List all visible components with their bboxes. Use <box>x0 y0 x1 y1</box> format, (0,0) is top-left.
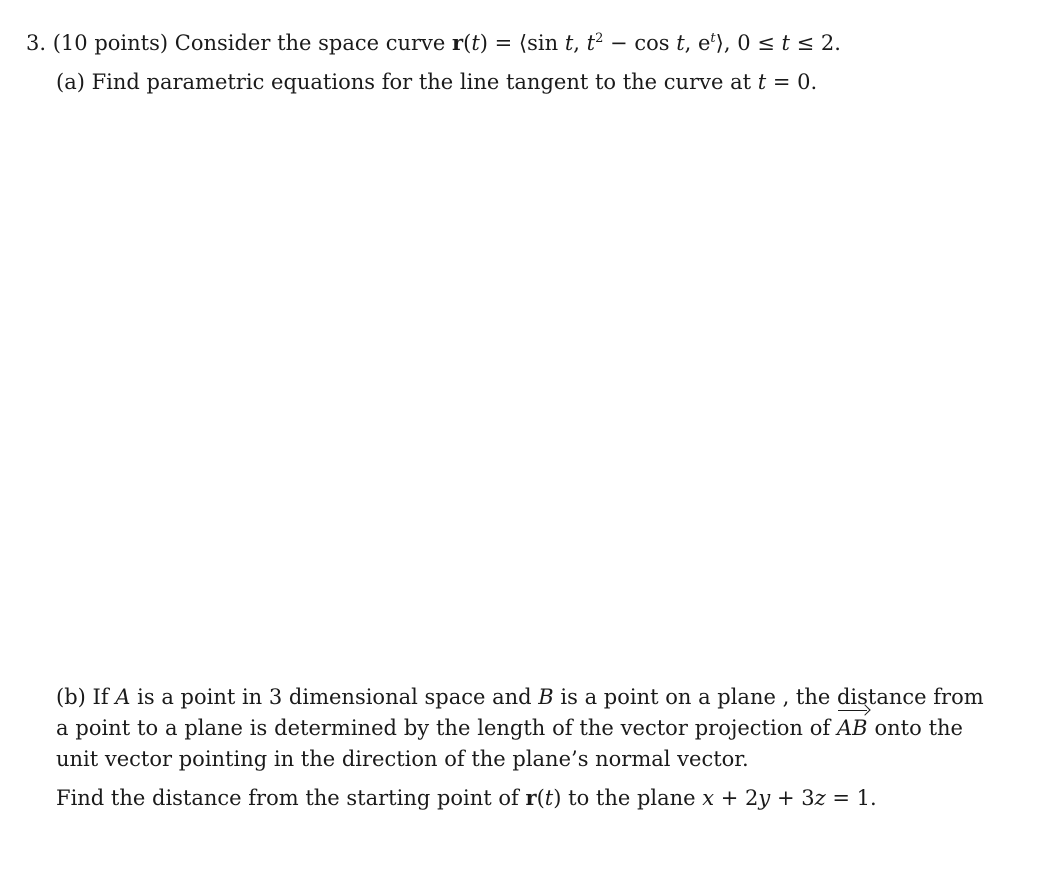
comma: , <box>573 31 587 55</box>
var-t: t <box>564 31 574 55</box>
text: + 3 <box>770 786 815 810</box>
var-y: y <box>758 786 771 810</box>
var-t: t <box>781 31 790 55</box>
question-statement <box>26 29 841 57</box>
range-end: ≤ 2. <box>789 31 841 55</box>
point-a: A <box>115 685 131 709</box>
text: unit vector pointing in the direction of the plane’s normal vector. <box>56 747 749 771</box>
text: Find the distance from the starting point of <box>56 786 519 810</box>
exponent-two: 2 <box>595 31 604 46</box>
vector-ab: AB <box>837 713 868 744</box>
minus-cos: − cos <box>603 31 677 55</box>
curve-name: r <box>452 30 464 55</box>
paren: ( <box>536 786 545 810</box>
text: is a point in 3 dimensional space and <box>137 685 532 709</box>
part-b-label: (b) <box>56 685 86 709</box>
part-a-var: t <box>757 70 767 94</box>
part-b-line-1 <box>56 682 984 713</box>
point-b: B <box>538 685 554 709</box>
text: to the plane <box>561 786 703 810</box>
text: = 1. <box>825 786 877 810</box>
var-x: x <box>702 786 715 810</box>
question-intro: Consider the space curve <box>174 31 446 55</box>
text: + 2 <box>714 786 759 810</box>
question-number: 3. <box>26 31 47 55</box>
curve-name: r <box>525 785 537 810</box>
question-points: (10 points) <box>52 31 169 55</box>
part-a-label: (a) <box>56 70 85 94</box>
range-start: ⟩, 0 ≤ <box>715 31 782 55</box>
exponent-t: t <box>710 31 716 46</box>
part-b-find <box>56 784 877 812</box>
var-t: t <box>544 786 554 810</box>
text: onto the <box>874 716 963 740</box>
text: is a point on a plane , the distance from <box>560 685 984 709</box>
part-b-line-3 <box>56 744 963 775</box>
var-t: t <box>676 31 685 55</box>
part-b-line-2 <box>56 713 963 744</box>
comma-e: , e <box>684 31 711 55</box>
curve-arg: (t) <box>463 31 488 55</box>
paren: ) <box>553 786 562 810</box>
text: If <box>92 685 109 709</box>
text: a point to a plane is determined by the length of the vector projection of <box>56 716 831 740</box>
var-z: z <box>814 786 826 810</box>
part-a-text: Find parametric equations for the line tangent to the curve at <box>91 70 752 94</box>
var-t: t <box>586 31 596 55</box>
part-a <box>56 68 817 96</box>
part-a-value: = 0. <box>766 70 818 94</box>
curve-eq-open: = ⟨sin <box>487 31 565 55</box>
